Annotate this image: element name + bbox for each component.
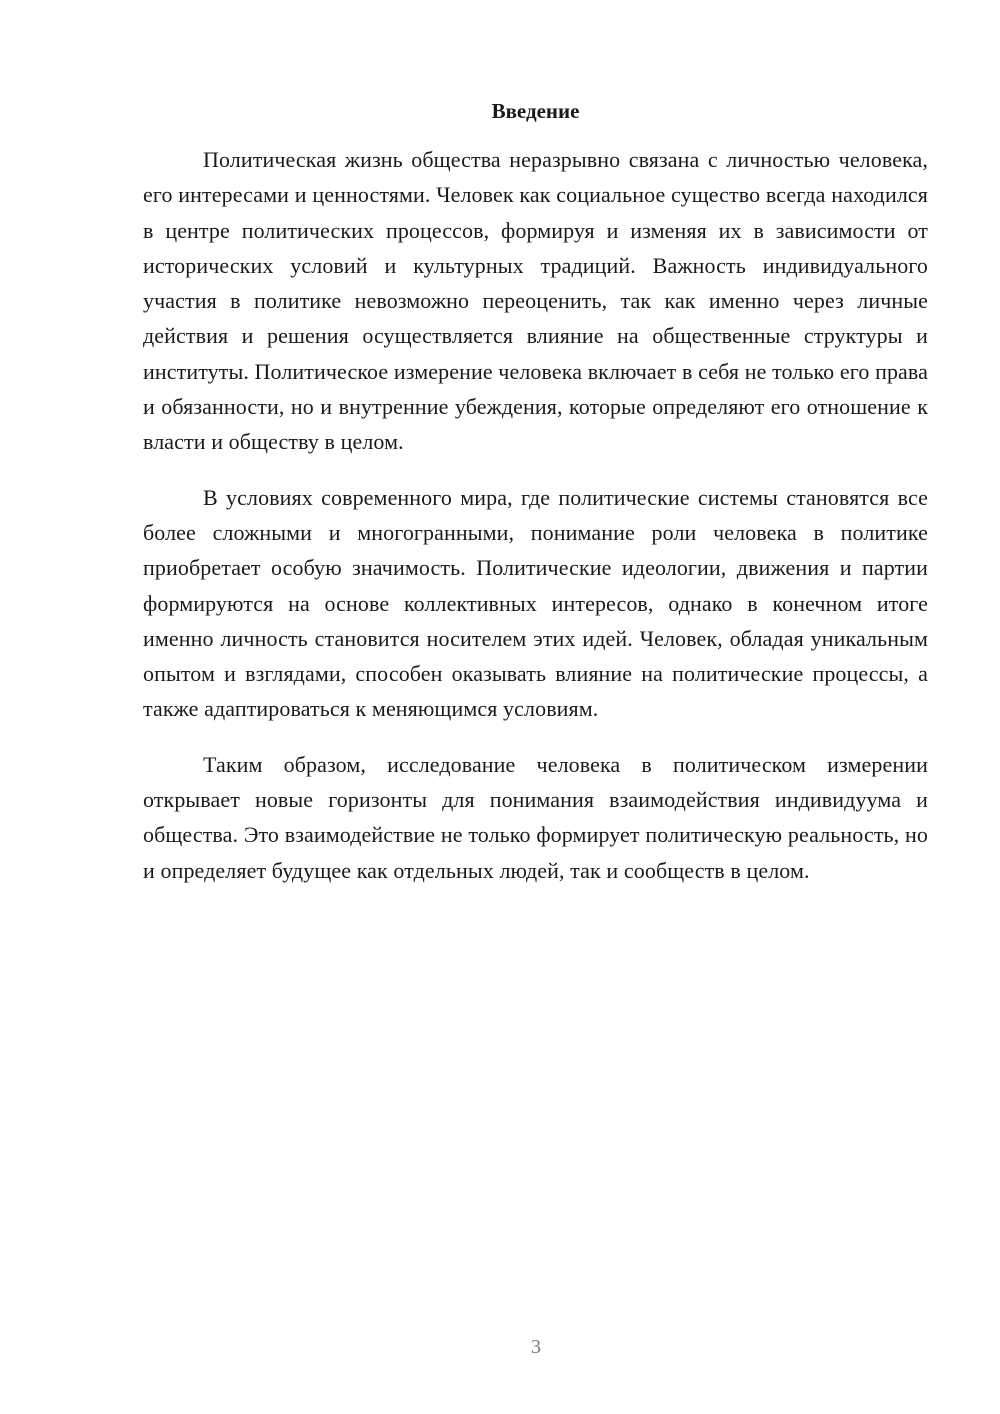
page-number: 3 — [531, 1336, 541, 1358]
paragraph-2: В условиях современного мира, где политические системы становятся все более сложными и многогранными, понимание роли человека в политике приобретает особую значимость. Политические идеологии, движения и партии формируются на основе коллективных интересов, однако в конечном итоге именно личность становится носителем этих идей. Человек, обладая уникальным опытом и взглядами, способен оказывать влияние на политические процессы, а также адаптироваться к меняющимся условиям. — [143, 484, 928, 722]
body-text — [143, 142, 928, 908]
paragraph-3: Таким образом, исследование человека в политическом измерении открывает новые горизонты для понимания взаимодействия индивидуума и общества. Это взаимодействие не только формирует политическую реальность, но и определяет будущее как отдельных людей, так и сообществ в целом. — [143, 751, 928, 883]
paragraph-1: Политическая жизнь общества неразрывно связана с личностью человека, его интересами и ценностями. Человек как социальное существо всегда находился в центре политических процессов, формируя и изменяя их в зависимости от исторических условий и культурных традиций. Важность индивидуального участия в политике невозможно переоценить, так как именно через личные действия и решения осуществляется влияние на общественные структуры и институты. Политическое измерение человека включает в себя не только его права и обязанности, но и внутренние убеждения, которые определяют его отношение к власти и обществу в целом. — [143, 147, 928, 455]
section-heading: Введение — [491, 99, 580, 123]
